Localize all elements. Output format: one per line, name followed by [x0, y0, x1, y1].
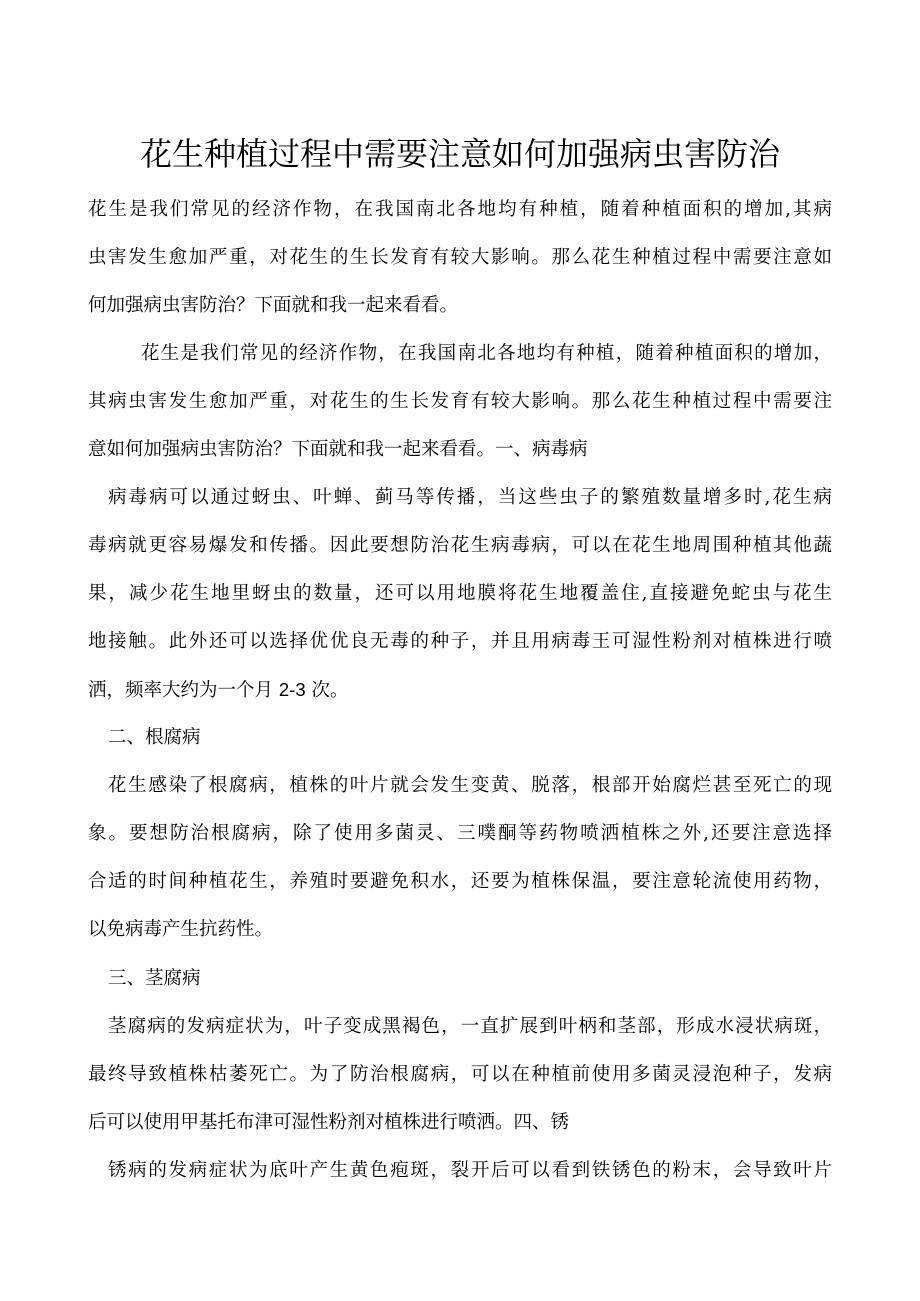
text-line: 合适的时间种植花生，养殖时要避免积水，还要为植株保温，要注意轮流使用药物， — [88, 871, 832, 892]
text-line: 虫害发生愈加严重，对花生的生长发育有较大影响。那么花生种植过程中需要注意如 — [88, 247, 832, 268]
text-line: 意如何加强病虫害防治？下面就和我一起来看看。一、病毒病 — [88, 439, 588, 460]
virus-disease-paragraph — [88, 474, 832, 715]
text-line: 最终导致植株枯萎死亡。为了防治根腐病，可以在种植前使用多菌灵浸泡种子，发病 — [88, 1064, 832, 1085]
text-fragment: 次。 — [305, 680, 349, 701]
text-fragment: 洒，频率大约为一个月 — [88, 680, 279, 701]
text-line: 毒病就更容易爆发和传播。因此要想防治花生病毒病，可以在花生地周围种植其他蔬 — [88, 535, 832, 556]
text-line: 病毒病可以通过蚜虫、叶蝉、蓟马等传播，当这些虫子的繁殖数量增多时,花生病 — [108, 487, 832, 508]
frequency-number: 2-3 — [278, 679, 306, 700]
text-line: 何加强病虫害防治？下面就和我一起来看看。 — [88, 295, 459, 316]
section-heading-stem-rot: 三、茎腐病 — [108, 968, 201, 989]
text-line: 锈病的发病症状为底叶产生黄色疱斑，裂开后可以看到铁锈色的粉末，会导致叶片 — [108, 1160, 832, 1181]
text-line: 后可以使用甲基托布津可湿性粉剂对植株进行喷洒。四、锈 — [88, 1112, 570, 1133]
repeat-paragraph — [88, 330, 832, 474]
text-line — [88, 666, 832, 715]
text-line: 以免病毒产生抗药性。 — [88, 919, 274, 940]
rust-paragraph — [88, 1147, 832, 1195]
text-line: 果，减少花生地里蚜虫的数量，还可以用地膜将花生地覆盖住,直接避免蛇虫与花生 — [88, 583, 832, 604]
section-heading-root-rot: 二、根腐病 — [108, 727, 201, 748]
text-line: 花生感染了根腐病，植株的叶片就会发生变黄、脱落，根部开始腐烂甚至死亡的现 — [108, 775, 832, 796]
text-line: 象。要想防治根腐病，除了使用多菌灵、三噗酮等药物喷洒植株之外,还要注意选择 — [88, 823, 832, 844]
stem-rot-paragraph — [88, 1003, 832, 1147]
text-line: 花生是我们常见的经济作物，在我国南北各地均有种植，随着种植面积的增加， — [141, 343, 832, 364]
root-rot-paragraph — [88, 762, 832, 954]
text-line: 茎腐病的发病症状为，叶子变成黑褐色，一直扩展到叶柄和茎部，形成水浸状病斑， — [108, 1016, 832, 1037]
intro-paragraph — [88, 186, 832, 330]
text-line: 其病虫害发生愈加严重，对花生的生长发育有较大影响。那么花生种植过程中需要注 — [88, 391, 832, 412]
page-title: 花生种植过程中需要注意如何加强病虫害防治 — [139, 135, 780, 173]
text-line: 地接触。此外还可以选择优优良无毒的种子，并且用病毒王可湿性粉剂对植株进行喷 — [88, 631, 832, 652]
text-line: 花生是我们常见的经济作物，在我国南北各地均有种植，随着种植面积的增加,其病 — [88, 199, 832, 220]
